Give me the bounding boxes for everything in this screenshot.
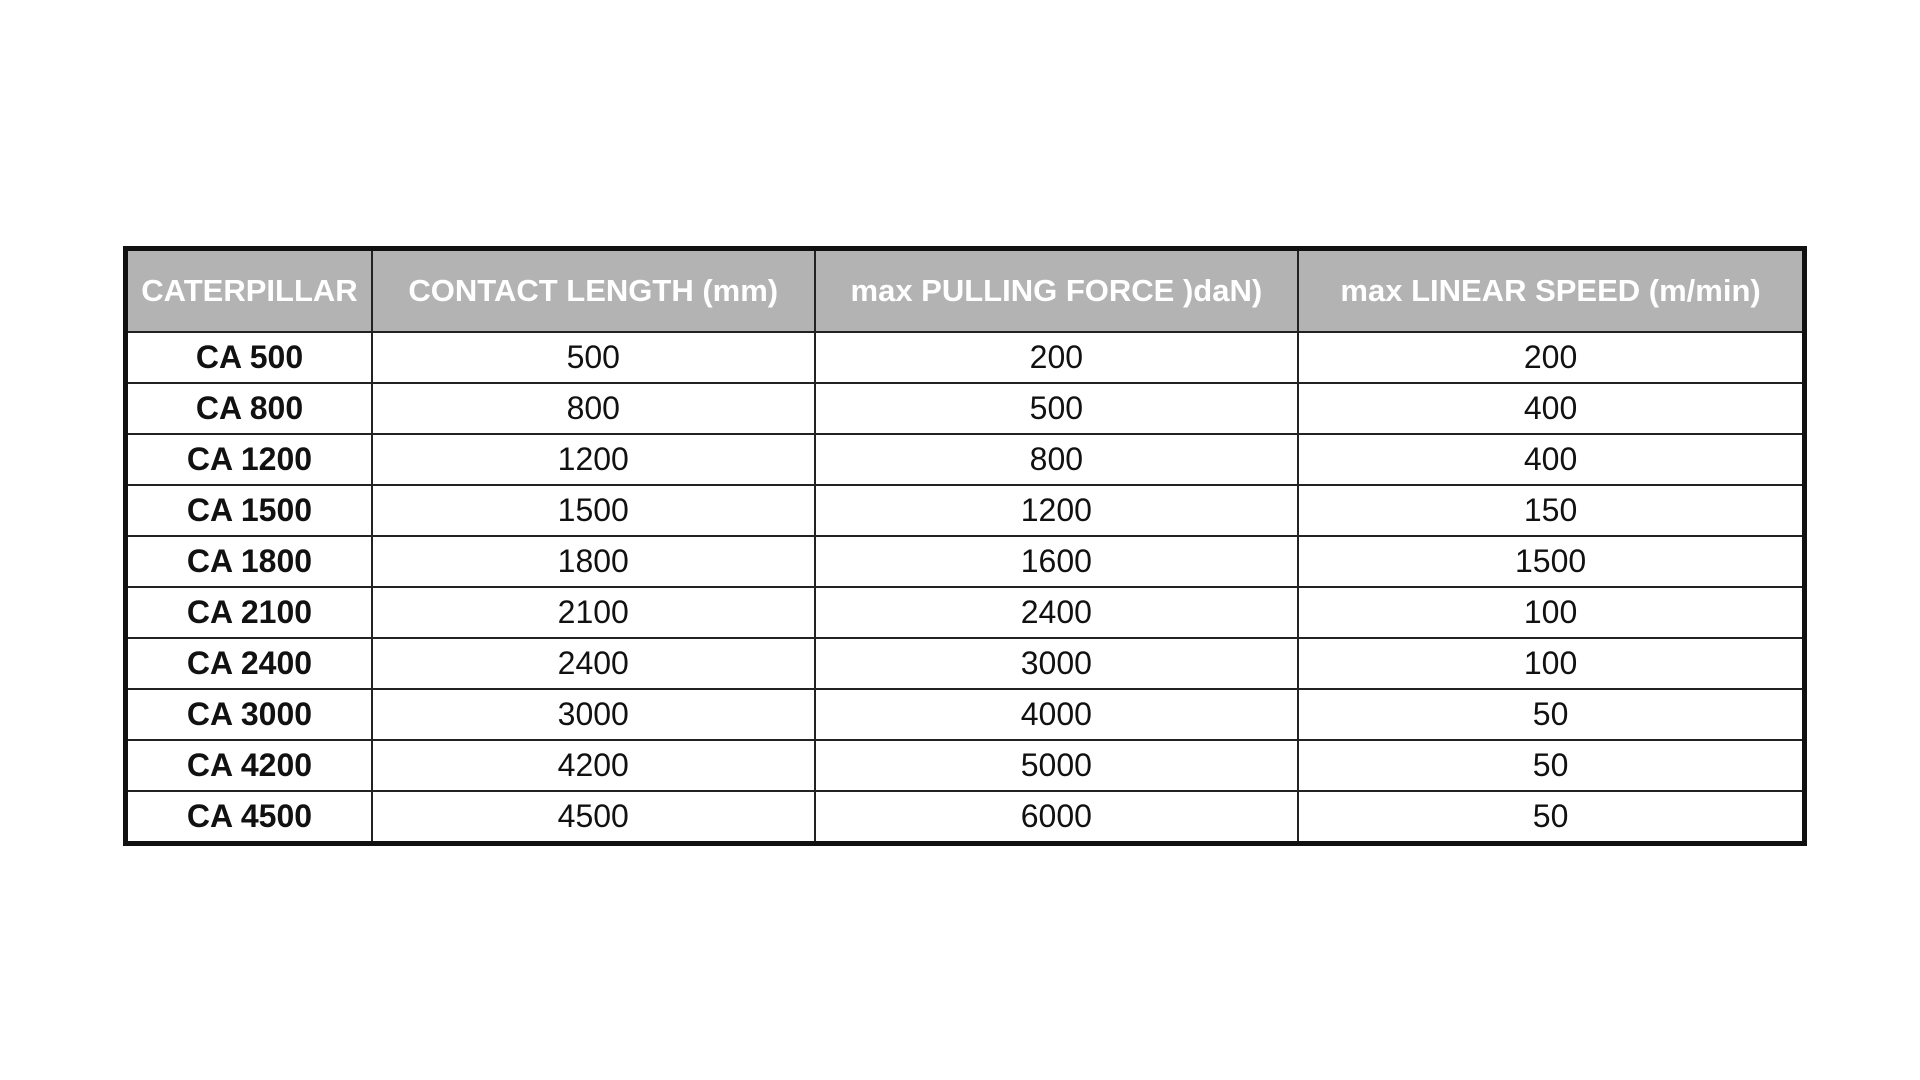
contact-length-cell: 1800	[372, 536, 815, 587]
contact-length-cell: 3000	[372, 689, 815, 740]
model-cell: CA 1800	[126, 536, 372, 587]
model-cell: CA 4500	[126, 791, 372, 844]
table-row	[126, 638, 1805, 689]
pulling-force-cell: 6000	[815, 791, 1299, 844]
table-row	[126, 689, 1805, 740]
pulling-force-cell: 1200	[815, 485, 1299, 536]
table-body	[126, 332, 1805, 844]
table-row	[126, 485, 1805, 536]
linear-speed-cell: 50	[1298, 689, 1804, 740]
table-row	[126, 383, 1805, 434]
table-row	[126, 587, 1805, 638]
contact-length-cell: 4500	[372, 791, 815, 844]
contact-length-cell: 4200	[372, 740, 815, 791]
contact-length-cell: 2400	[372, 638, 815, 689]
contact-length-cell: 500	[372, 332, 815, 383]
linear-speed-cell: 50	[1298, 740, 1804, 791]
table-header	[126, 249, 1805, 333]
contact-length-cell: 1500	[372, 485, 815, 536]
pulling-force-cell: 500	[815, 383, 1299, 434]
model-cell: CA 1500	[126, 485, 372, 536]
linear-speed-cell: 100	[1298, 638, 1804, 689]
linear-speed-cell: 1500	[1298, 536, 1804, 587]
header-row	[126, 249, 1805, 333]
model-cell: CA 4200	[126, 740, 372, 791]
linear-speed-cell: 50	[1298, 791, 1804, 844]
pulling-force-cell: 2400	[815, 587, 1299, 638]
pulling-force-cell: 5000	[815, 740, 1299, 791]
model-cell: CA 2100	[126, 587, 372, 638]
linear-speed-cell: 150	[1298, 485, 1804, 536]
model-cell: CA 800	[126, 383, 372, 434]
header-max-pulling-force: max PULLING FORCE )daN)	[815, 249, 1299, 333]
contact-length-cell: 800	[372, 383, 815, 434]
model-cell: CA 3000	[126, 689, 372, 740]
linear-speed-cell: 100	[1298, 587, 1804, 638]
pulling-force-cell: 200	[815, 332, 1299, 383]
table-row	[126, 791, 1805, 844]
model-cell: CA 2400	[126, 638, 372, 689]
pulling-force-cell: 3000	[815, 638, 1299, 689]
table-row	[126, 536, 1805, 587]
header-contact-length: CONTACT LENGTH (mm)	[372, 249, 815, 333]
contact-length-cell: 1200	[372, 434, 815, 485]
model-cell: CA 1200	[126, 434, 372, 485]
header-max-linear-speed: max LINEAR SPEED (m/min)	[1298, 249, 1804, 333]
linear-speed-cell: 400	[1298, 434, 1804, 485]
caterpillar-spec-table	[123, 246, 1807, 846]
pulling-force-cell: 4000	[815, 689, 1299, 740]
pulling-force-cell: 800	[815, 434, 1299, 485]
pulling-force-cell: 1600	[815, 536, 1299, 587]
table-row	[126, 434, 1805, 485]
linear-speed-cell: 200	[1298, 332, 1804, 383]
table-row	[126, 332, 1805, 383]
model-cell: CA 500	[126, 332, 372, 383]
contact-length-cell: 2100	[372, 587, 815, 638]
linear-speed-cell: 400	[1298, 383, 1804, 434]
table-row	[126, 740, 1805, 791]
header-caterpillar: CATERPILLAR	[126, 249, 372, 333]
